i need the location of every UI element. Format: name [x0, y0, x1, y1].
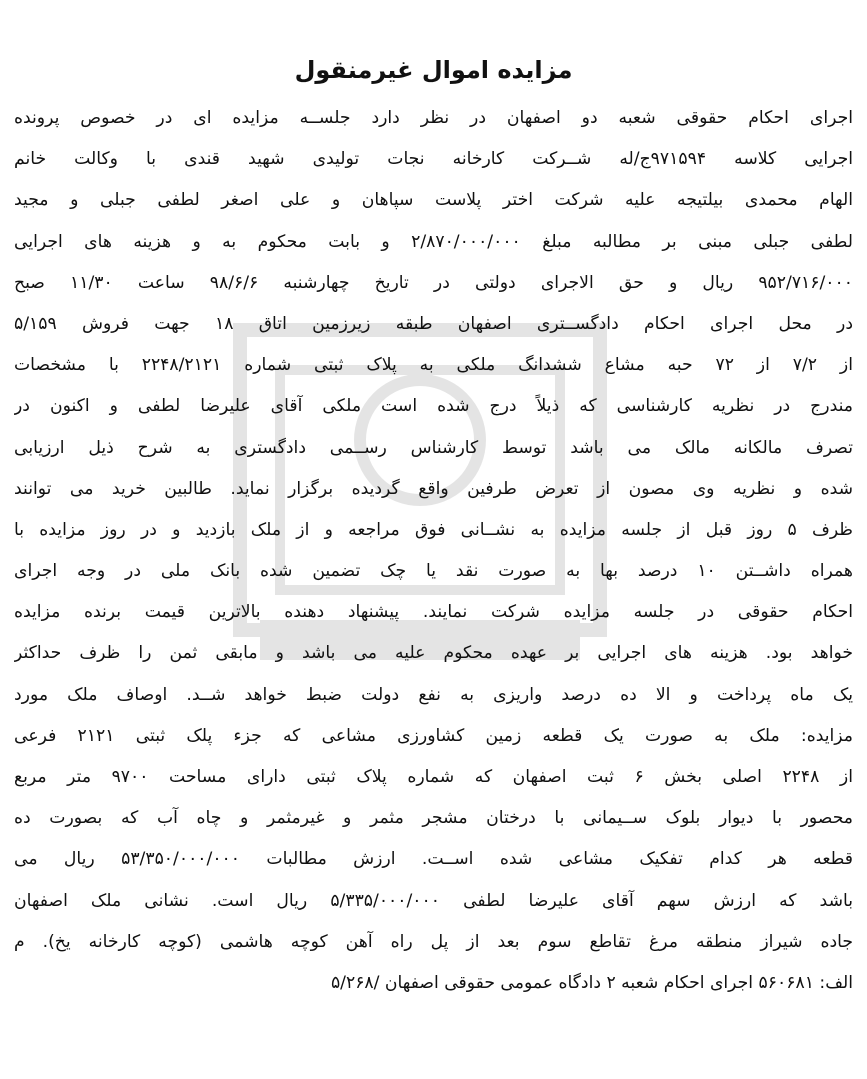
notice-line: در محل اجرای احکام دادگســتری اصفهان طبقه زیرزمین اتاق ۱۸ جهت فروش ۵/۱۵۹ — [14, 313, 853, 334]
notice-line: شده و نظریه وی مصون از تعرض طرفین واقع گردیده برگزار نماید. طالبین خرید می توانند — [14, 478, 853, 499]
notice-line: از ۷/۲ از ۷۲ حبه مشاع ششدانگ ملکی به پلاک ثبتی شماره ۲۲۴۸/۲۱۲۱ با مشخصات — [14, 355, 853, 376]
notice-line: محصور با دیوار بلوک ســیمانی با درختان مشجر مثمر و غیرمثمر و چاه آب که بصورت ده — [14, 808, 853, 829]
notice-line: احکام حقوقی در جلسه مزایده شرکت نمایند. پیشنهاد دهنده بالاترین قیمت برنده مزایده — [14, 602, 853, 623]
notice-line: اجرای احکام حقوقی شعبه دو اصفهان در نظر دارد جلســه مزایده ای در خصوص پرونده — [14, 108, 853, 128]
notice-line: جاده شیراز منطقه مرغ تقاطع سوم بعد از پل راه آهن کوچه هاشمی (کوچه کارخانه یخ). م — [14, 931, 853, 952]
notice-line: خواهد بود. هزینه های اجرایی بر عهده محکوم علیه می باشد و مابقی ثمن را ظرف حداکثر — [14, 643, 853, 664]
notice-line: یک ماه پرداخت و الا ده درصد واریزی به نفع دولت ضبط خواهد شــد. اوصاف ملک مورد — [14, 684, 853, 705]
notice-title: مزایده اموال غیرمنقول — [294, 56, 573, 84]
notice-line: تصرف مالکانه مالک می باشد توسط کارشناس رســمی دادگستری به شرح ذیل ارزیابی — [14, 437, 853, 458]
notice-line: لطفی جبلی مبنی بر مطالبه مبلغ ۲/۸۷۰/۰۰۰/۰۰۰ و بابت محکوم به و هزینه های اجرایی — [14, 231, 853, 252]
notice-line: اجرایی کلاسه ۹۷۱۵۹۴ج/له شــرکت کارخانه نجات تولیدی شهید قندی با وکالت خانم — [14, 149, 853, 170]
notice-line: الهام محمدی بیلتیجه علیه شرکت اختر پلاست سپاهان و علی اصغر لطفی جبلی و مجید — [14, 190, 853, 211]
notice-line: مندرج در نظریه کارشناسی که ذیلاً درج شده است ملکی آقای علیرضا لطفی و اکنون در — [14, 396, 853, 417]
notice-line: الف: ۵۶۰۶۸۱ اجرای احکام شعبه ۲ دادگاه عمومی حقوقی اصفهان /۵/۲۶۸ — [330, 972, 853, 993]
notice-line: از ۲۲۴۸ اصلی بخش ۶ ثبت اصفهان که شماره پلاک ثبتی دارای مساحت ۹۷۰۰ متر مربع — [14, 767, 853, 787]
notice-line: ۹۵۲/۷۱۶/۰۰۰ ریال و حق الاجرای دولتی در تاریخ چهارشنبه ۹۸/۶/۶ ساعت ۱۱/۳۰ صبح — [14, 272, 853, 293]
notice-line: مزایده: ملک به صورت یک قطعه زمین کشاورزی مشاعی که جزء پلک ثبتی ۲۱۲۱ فرعی — [14, 725, 853, 746]
notice-body — [14, 98, 853, 1004]
notice-line: قطعه هر کدام تفکیک مشاعی شده اســت. ارزش مطالبات ۵۳/۳۵۰/۰۰۰/۰۰۰ ریال می — [14, 849, 853, 870]
notice-line: ظرف ۵ روز قبل از جلسه مزایده به نشــانی فوق مراجعه و از ملک بازدید و در روز مزایده با — [14, 519, 853, 540]
notice-line: باشد که ارزش سهم آقای علیرضا لطفی ۵/۳۳۵/۰۰۰/۰۰۰ ریال است. نشانی ملک اصفهان — [14, 890, 853, 911]
notice-line: همراه داشــتن ۱۰ درصد بها به صورت نقد یا چک تضمین شده بانک ملی در وجه اجرای — [14, 561, 853, 582]
